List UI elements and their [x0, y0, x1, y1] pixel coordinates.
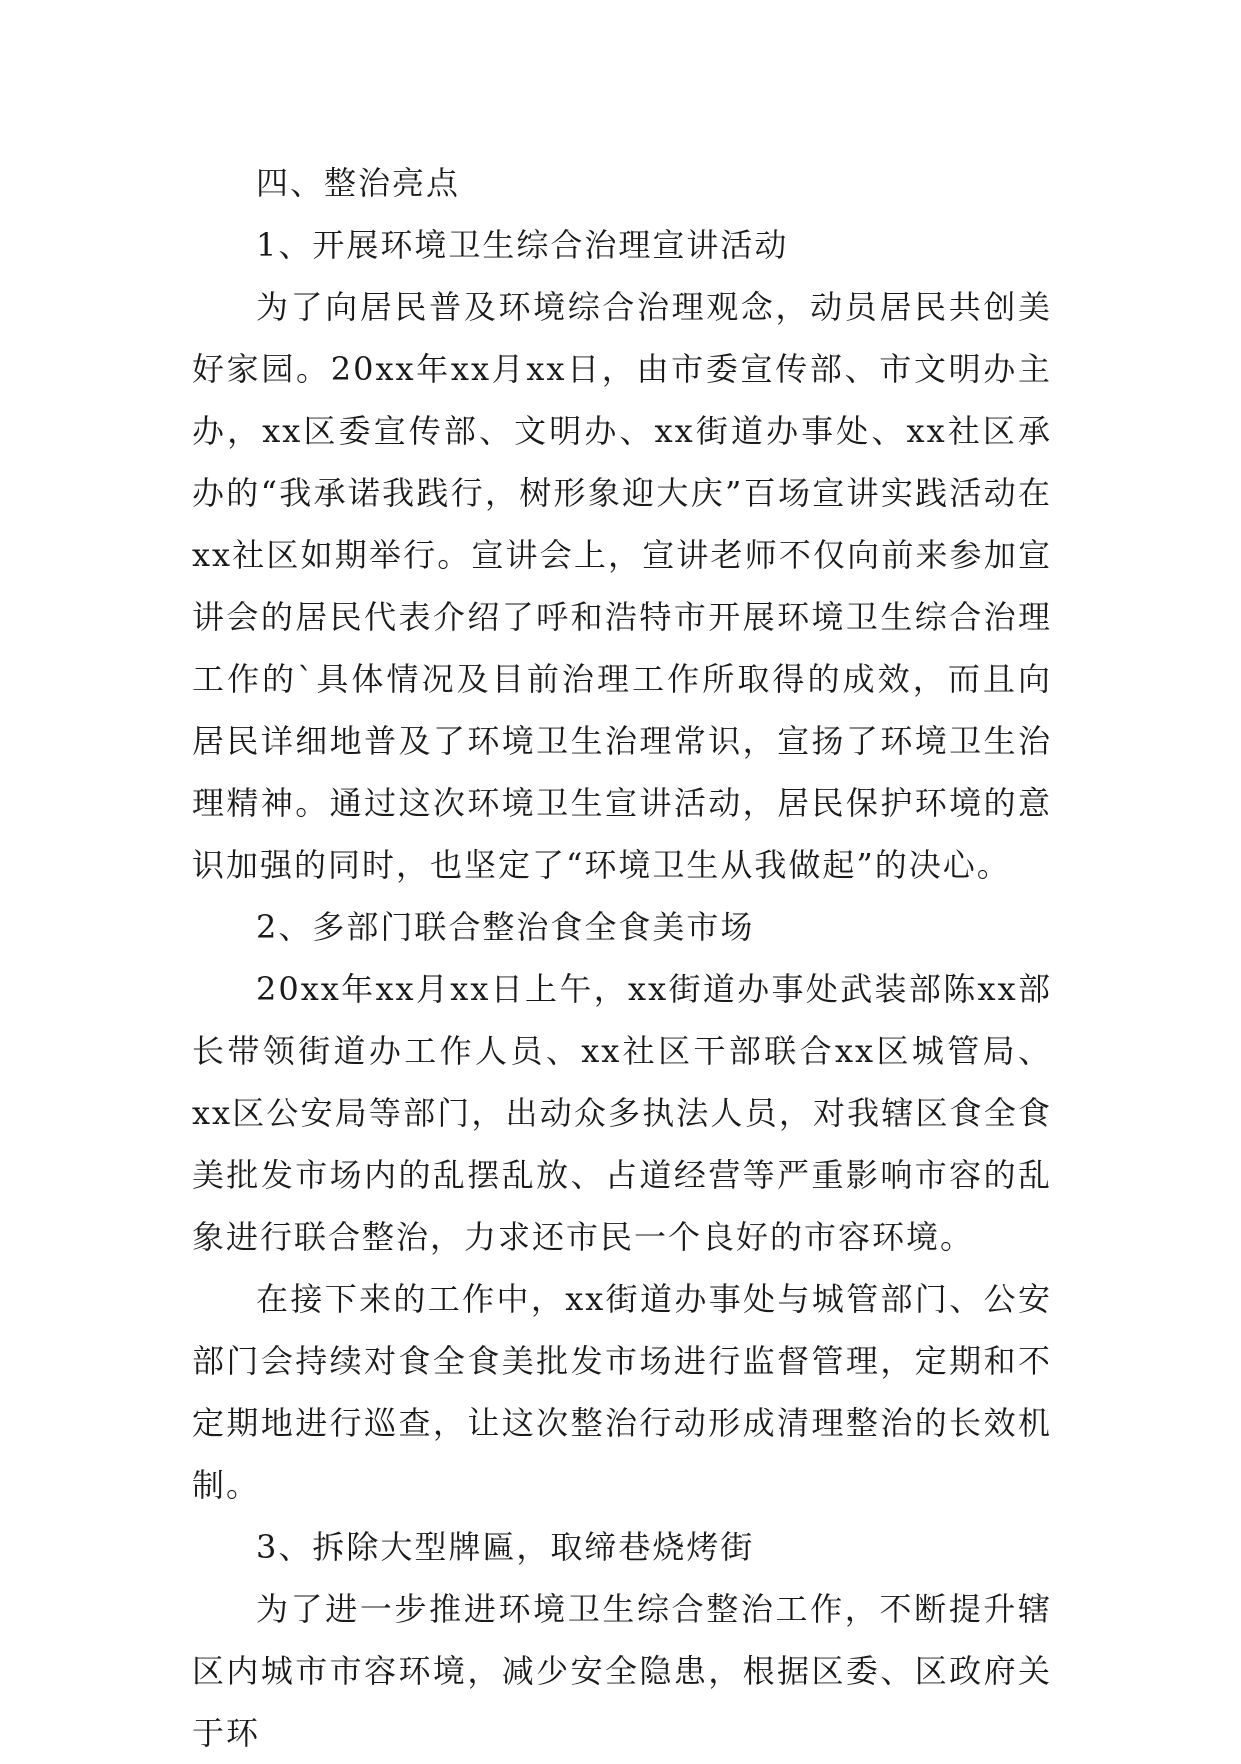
subsection-heading-2: 2、多部门联合整治食全食美市场 [256, 908, 755, 946]
body-paragraph-3: 在接下来的工作中，xx街道办事处与城管部门、公安部门会持续对食全食美批发市场进行监督管理，定期和不定期地进行巡查，让这次整治行动形成清理整治的长效机制。 [192, 1280, 1052, 1504]
document-body [192, 152, 1052, 1764]
body-paragraph-2: 20xx年xx月xx日上午，xx街道办事处武装部陈xx部长带领街道办工作人员、xx社区干部联合xx区城管局、xx区公安局等部门，出动众多执法人员，对我辖区食全食美批发市场内的乱摆乱放、占道经营等严重影响市容的乱象进行联合整治，力求还市民一个良好的市容环境。 [192, 970, 1052, 1256]
body-paragraph-1: 为了向居民普及环境综合治理观念，动员居民共创美好家园。20xx年xx月xx日，由市委宣传部、市文明办主办，xx区委宣传部、文明办、xx街道办事处、xx社区承办的“我承诺我践行，树形象迎大庆”百场宣讲实践活动在xx社区如期举行。宣讲会上，宣讲老师不仅向前来参加宣讲会的居民代表介绍了呼和浩特市开展环境卫生综合治理工作的`具体情况及目前治理工作所取得的成效，而且向居民详细地普及了环境卫生治理常识，宣扬了环境卫生治理精神。通过这次环境卫生宣讲活动，居民保护环境的意识加强的同时，也坚定了“环境卫生从我做起”的决心。 [192, 288, 1052, 884]
subsection-heading-1: 1、开展环境卫生综合治理宣讲活动 [256, 226, 789, 264]
section-heading: 四、整治亮点 [256, 164, 461, 202]
subsection-heading-3: 3、拆除大型牌匾，取缔巷烧烤街 [256, 1528, 755, 1566]
body-paragraph-4: 为了进一步推进环境卫生综合整治工作，不断提升辖区内城市市容环境，减少安全隐患，根据区委、区政府关于环 [192, 1590, 1052, 1752]
